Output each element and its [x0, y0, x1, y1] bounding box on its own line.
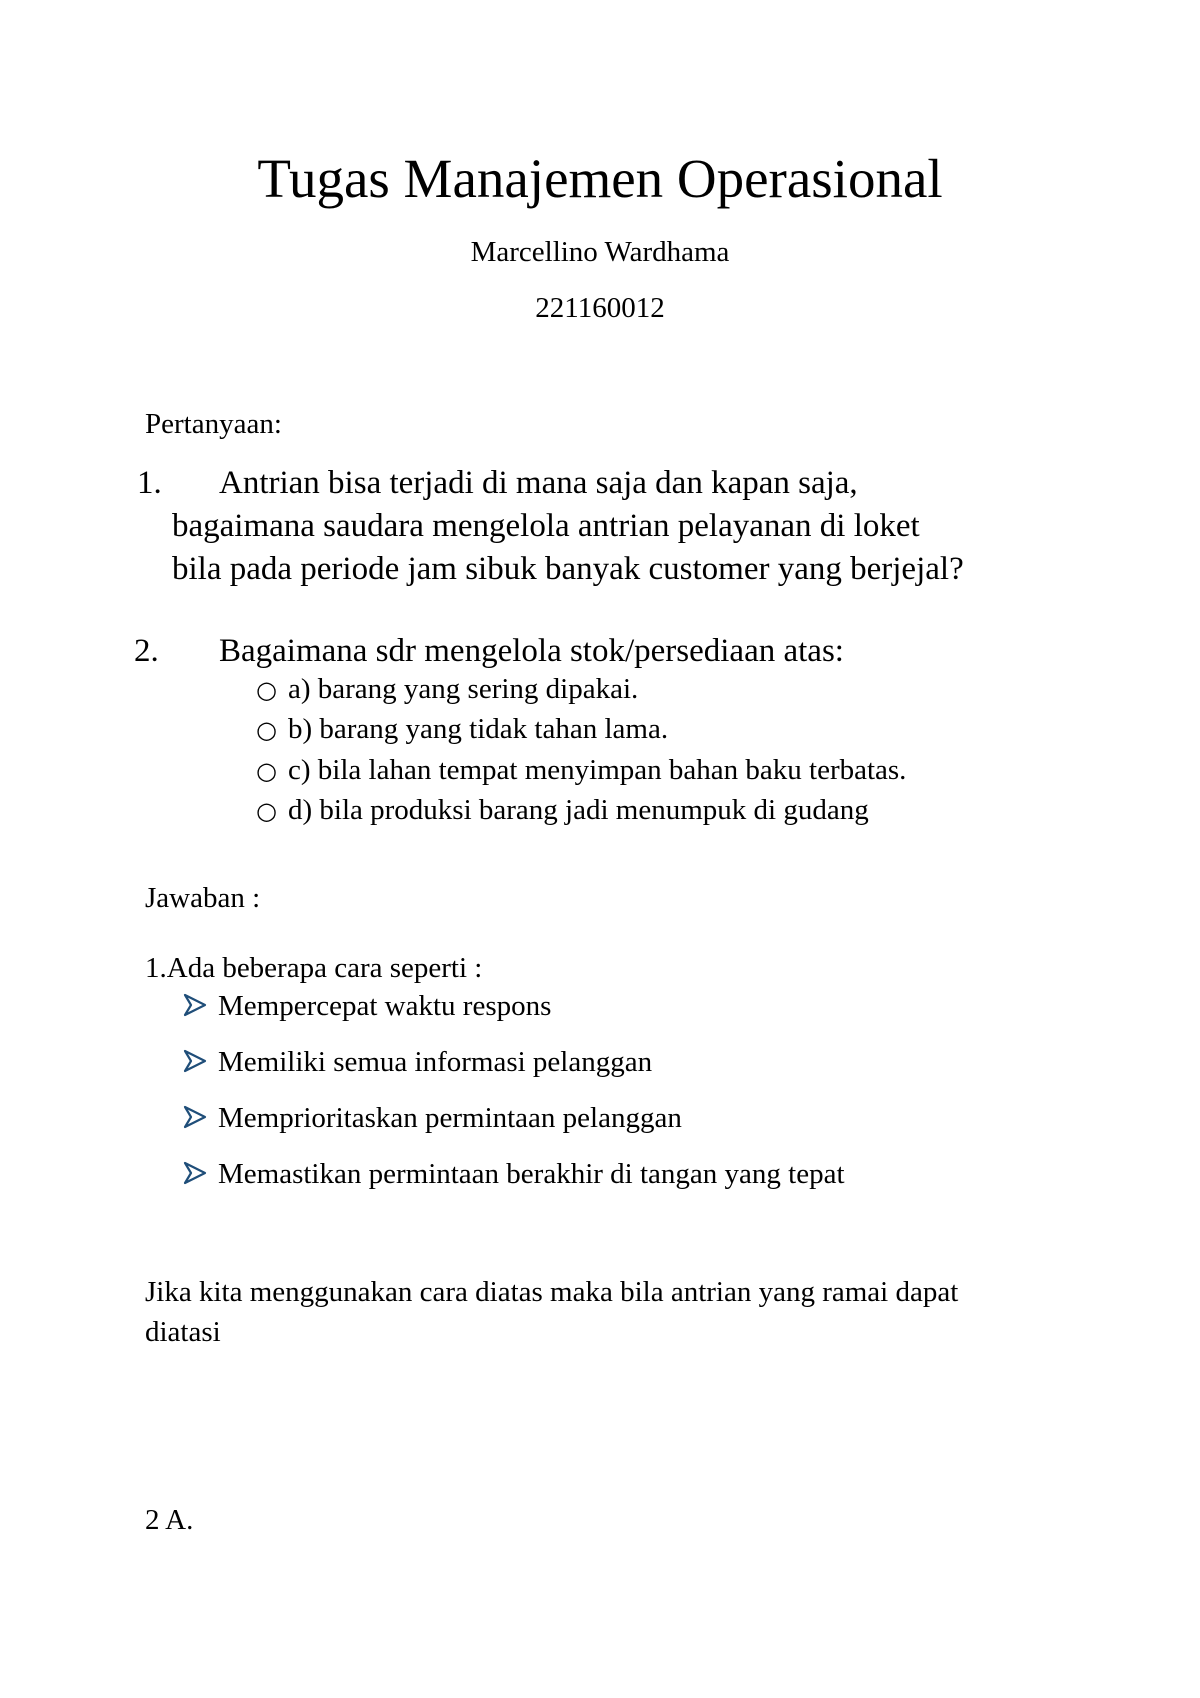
arrow-bullet-icon — [182, 992, 218, 1018]
answers-heading: Jawaban : — [145, 882, 261, 914]
student-id: 221160012 — [535, 292, 665, 324]
hollow-circle-bullet-icon: ○ — [256, 716, 277, 744]
question-1-number: 1. — [137, 465, 162, 501]
arrow-bullet-icon — [182, 1104, 218, 1130]
answer-1-item-4: Memastikan permintaan berakhir di tangan yang tepat — [182, 1155, 845, 1193]
document-title: Tugas Manajemen Operasional — [257, 148, 943, 209]
question-1-line-2: bagaimana saudara mengelola antrian pelayanan di loket — [172, 508, 920, 544]
question-2-item-c: ○ c) bila lahan tempat menyimpan bahan baku terbatas. — [256, 751, 906, 790]
answer-1-intro: 1.Ada beberapa cara seperti : — [145, 952, 483, 984]
answer-1-item-3: Memprioritaskan permintaan pelanggan — [182, 1099, 682, 1137]
question-2-item-d: ○ d) bila produksi barang jadi menumpuk di gudang — [256, 791, 869, 830]
answer-2a-label: 2 A. — [145, 1504, 194, 1536]
hollow-circle-bullet-icon: ○ — [256, 676, 277, 704]
question-2-text: Bagaimana sdr mengelola stok/persediaan atas: — [219, 633, 844, 669]
question-2-item-a: ○ a) barang yang sering dipakai. — [256, 670, 638, 709]
arrow-bullet-icon — [182, 1048, 218, 1074]
question-2-item-b: ○ b) barang yang tidak tahan lama. — [256, 710, 668, 749]
question-1-line-3: bila pada periode jam sibuk banyak customer yang berjejal? — [172, 551, 964, 587]
hollow-circle-bullet-icon: ○ — [256, 757, 277, 785]
answer-1-conclusion-line-1: Jika kita menggunakan cara diatas maka bila antrian yang ramai dapat — [145, 1276, 959, 1308]
answer-1-item-2: Memiliki semua informasi pelanggan — [182, 1043, 652, 1081]
questions-heading: Pertanyaan: — [145, 408, 282, 440]
arrow-bullet-icon — [182, 1160, 218, 1186]
question-1-line-1: Antrian bisa terjadi di mana saja dan kapan saja, — [219, 465, 858, 501]
answer-1-conclusion-line-2: diatasi — [145, 1316, 221, 1348]
hollow-circle-bullet-icon: ○ — [256, 797, 277, 825]
author-name: Marcellino Wardhama — [470, 236, 730, 268]
question-2-number: 2. — [134, 633, 159, 669]
answer-1-item-1: Mempercepat waktu respons — [182, 987, 551, 1025]
